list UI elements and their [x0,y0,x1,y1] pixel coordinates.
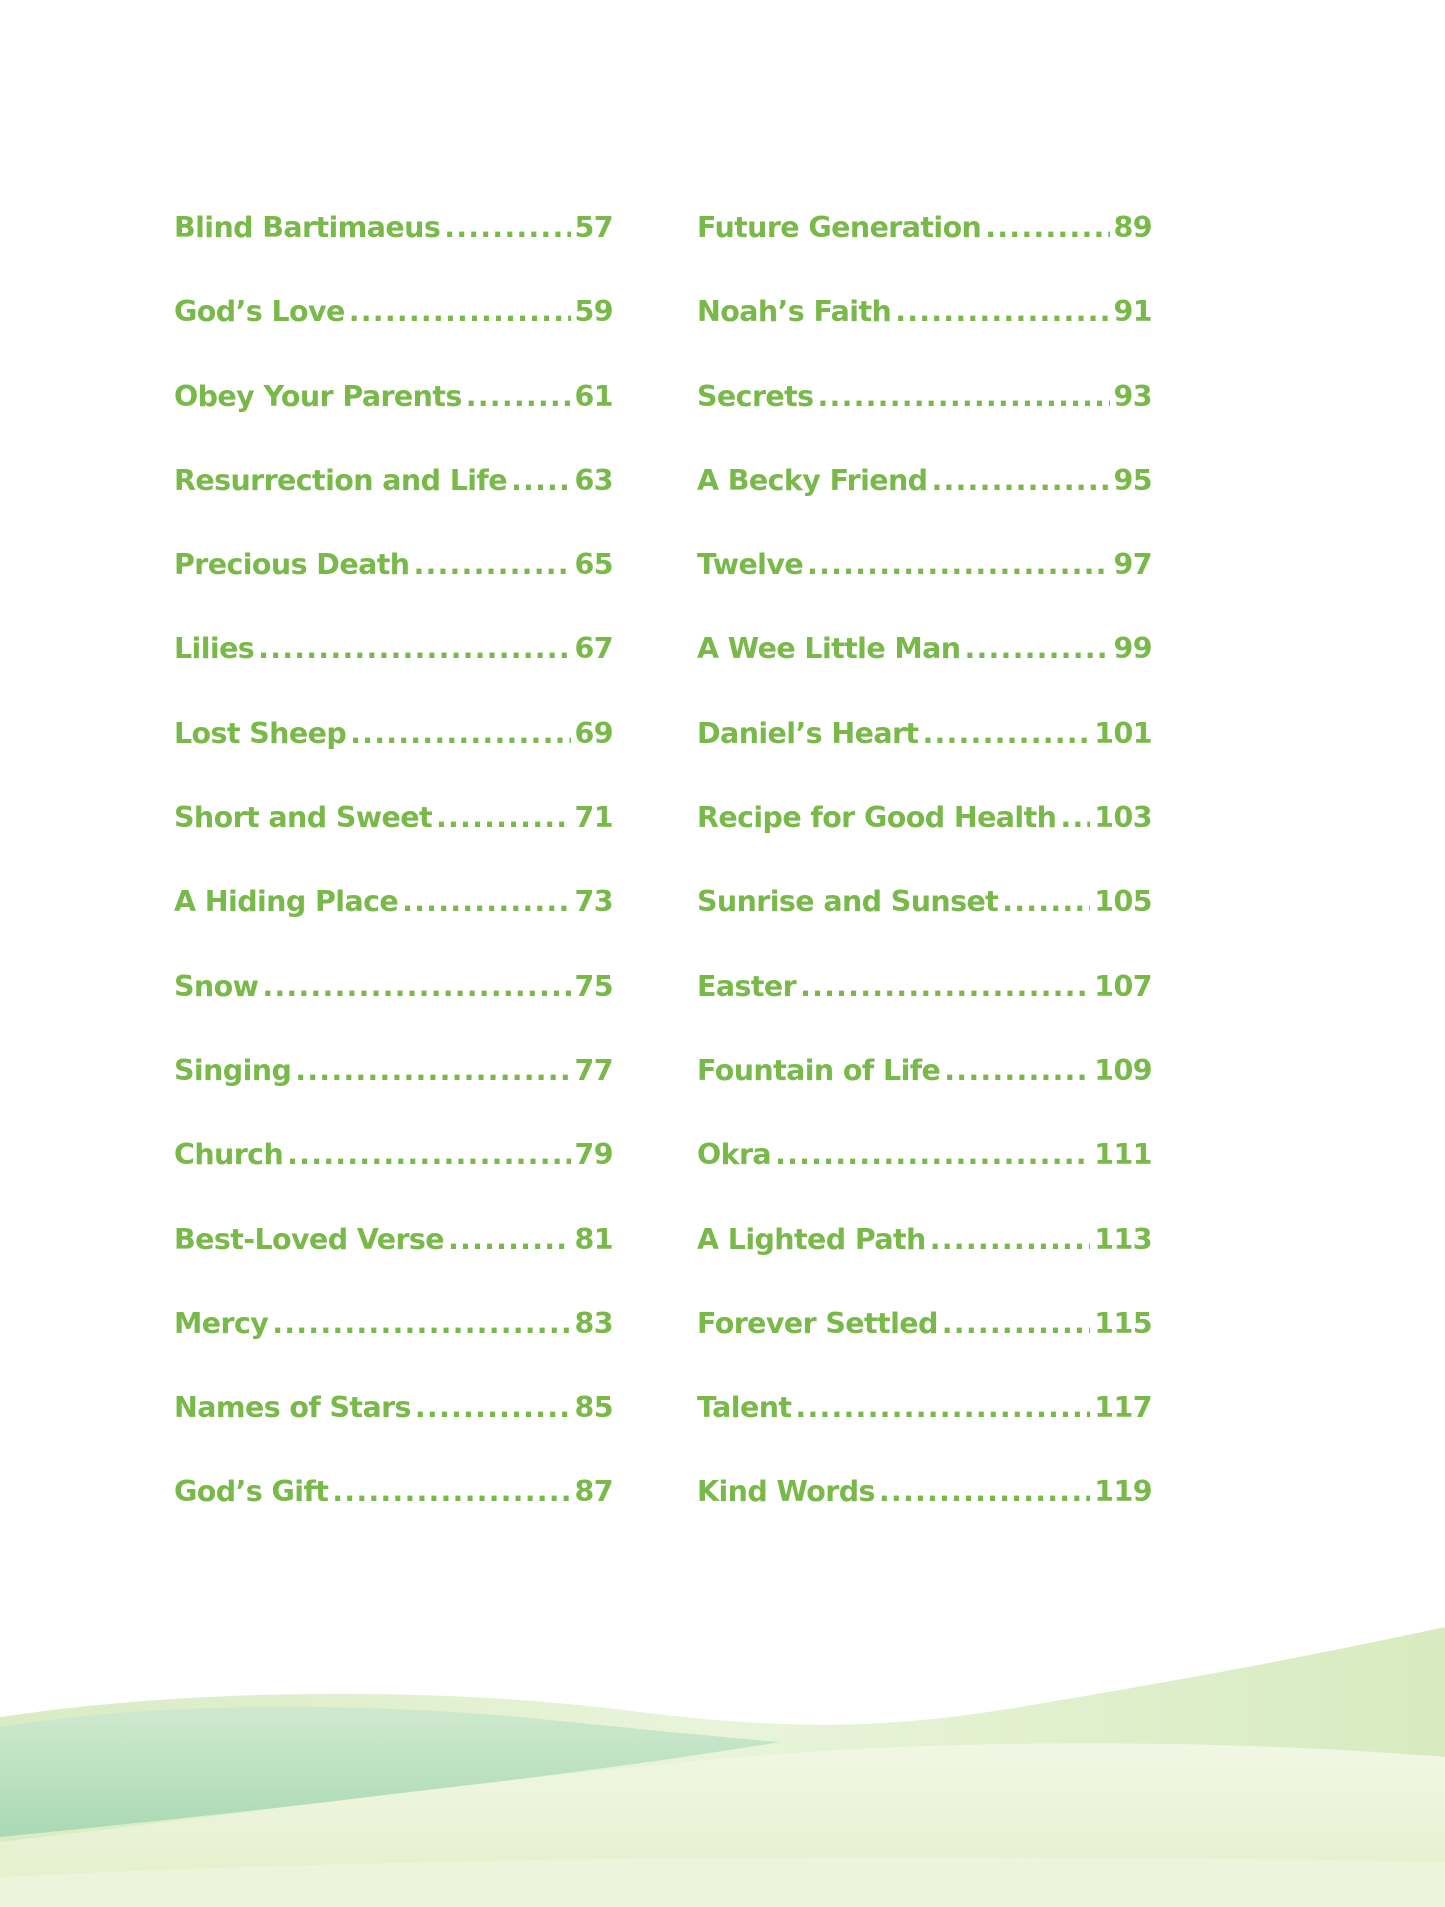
toc-entry-page-number: 111 [1094,1138,1152,1172]
toc-entry [174,1220,613,1304]
toc-entry-page-number: 57 [574,211,613,244]
toc-dot-leader [436,798,571,838]
toc-dot-leader [295,1051,570,1091]
toc-entry-title: Talent [697,1391,792,1425]
toc-dot-leader [349,292,571,332]
toc-entry-title: Kind Words [697,1475,875,1509]
toc-entry-title: Singing [174,1053,292,1087]
toc-entry-page-number: 63 [574,463,613,497]
toc-entry-page-number: 85 [574,1391,613,1425]
toc-entry [174,1472,613,1556]
toc-entry-title: God’s Gift [174,1475,329,1509]
toc-entry [174,1051,613,1135]
toc-entry [174,377,613,461]
toc-entry-page-number: 83 [574,1306,613,1340]
toc-entry [697,377,1152,461]
toc-entry [174,1135,613,1219]
toc-entry-page-number: 107 [1094,969,1152,1003]
toc-dot-leader [444,208,570,248]
toc-entry-page-number: 119 [1094,1475,1152,1509]
toc-entry-page-number: 99 [1113,632,1152,666]
toc-entry-page-number: 105 [1094,885,1152,919]
toc-entry [174,798,613,882]
toc-entry [697,882,1152,966]
toc-entry-page-number: 91 [1113,295,1152,329]
toc-dot-leader [818,377,1110,417]
toc-entry [697,629,1152,713]
toc-entry [697,798,1152,882]
toc-entry-title: A Lighted Path [697,1222,926,1256]
toc-entry [697,1304,1152,1388]
toc-entry [174,1388,613,1472]
toc-dot-leader [402,882,570,922]
toc-entry-title: Forever Settled [697,1306,938,1340]
toc-entry [697,1472,1152,1556]
toc-entry-title: Daniel’s Heart [697,716,919,750]
toc-entry-page-number: 89 [1113,211,1152,244]
toc-entry-page-number: 77 [574,1053,613,1087]
toc-entry-page-number: 101 [1094,716,1152,750]
toc-dot-leader [1002,882,1090,922]
toc-entry-title: God’s Love [174,295,345,329]
toc-dot-leader [931,461,1109,501]
toc-entry-title: A Hiding Place [174,885,399,919]
toc-column-left [174,208,613,1557]
toc-entry-title: Fountain of Life [697,1053,941,1087]
toc-dot-leader [258,629,570,669]
toc-entry-page-number: 109 [1094,1053,1152,1087]
toc-entry [697,545,1152,629]
toc-entry-title: Church [174,1138,284,1172]
toc-dot-leader [272,1304,570,1344]
toc-entry [697,1220,1152,1304]
toc-dot-leader [942,1304,1091,1344]
toc-dot-leader [807,545,1109,585]
toc-dot-leader [795,1388,1090,1428]
toc-entry-page-number: 87 [574,1475,613,1509]
toc-entry [174,545,613,629]
toc-entry-page-number: 79 [574,1138,613,1172]
toc-dot-leader [944,1051,1090,1091]
toc-entry [174,1304,613,1388]
toc-dot-leader [413,545,570,585]
toc-entry-title: Recipe for Good Health [697,801,1057,835]
toc-dot-leader [800,967,1090,1007]
toc-entry-title: Lost Sheep [174,716,347,750]
toc-entry-title: Resurrection and Life [174,463,507,497]
toc-entry [174,967,613,1051]
toc-dot-leader [1060,798,1090,838]
toc-dot-leader [415,1388,571,1428]
toc-entry [174,882,613,966]
toc-dot-leader [775,1135,1090,1175]
toc-dot-leader [985,208,1109,248]
toc-dot-leader [511,461,571,501]
toc-entry-title: Twelve [697,548,804,582]
toc-entry-page-number: 113 [1094,1222,1152,1256]
toc-dot-leader [332,1472,570,1512]
toc-entry-page-number: 69 [574,716,613,750]
toc-entry-title: Names of Stars [174,1391,411,1425]
toc-entry-title: Mercy [174,1306,269,1340]
toc-dot-leader [350,714,570,754]
toc-entry [697,461,1152,545]
toc-dot-leader [922,714,1090,754]
toc-entry [697,967,1152,1051]
toc-entry-title: Short and Sweet [174,801,432,835]
toc-entry-title: A Becky Friend [697,463,928,497]
toc-entry-title: Snow [174,969,259,1003]
toc-entry-page-number: 71 [574,801,613,835]
toc-entry [697,1051,1152,1135]
toc-entry-title: Obey Your Parents [174,379,462,413]
toc-dot-leader [466,377,571,417]
green-hills-illustration [0,1607,1445,1907]
toc-entry-page-number: 73 [574,885,613,919]
toc-entry-page-number: 93 [1113,379,1152,413]
toc-entry-title: Blind Bartimaeus [174,211,441,244]
toc-entry-page-number: 115 [1094,1306,1152,1340]
toc-entry-page-number: 81 [574,1222,613,1256]
toc-entry [697,714,1152,798]
toc-entry-title: Lilies [174,632,255,666]
toc-entry [697,1388,1152,1472]
toc-dot-leader [895,292,1109,332]
toc-entry-page-number: 97 [1113,548,1152,582]
toc-entry-page-number: 65 [574,548,613,582]
toc-entry-title: Sunrise and Sunset [697,885,999,919]
toc-entry-page-number: 75 [574,969,613,1003]
toc-entry-title: Secrets [697,379,814,413]
toc-entry [174,292,613,376]
toc-dot-leader [879,1472,1090,1512]
toc-dot-leader [262,967,570,1007]
toc-entry-title: Best-Loved Verse [174,1222,445,1256]
toc-column-right [697,208,1152,1557]
toc-dot-leader [287,1135,570,1175]
toc-entry [697,292,1152,376]
toc-entry-title: A Wee Little Man [697,632,961,666]
toc-entry [697,1135,1152,1219]
toc-dot-leader [448,1220,571,1260]
toc-entry-title: Easter [697,969,797,1003]
toc-entry [174,629,613,713]
toc-entry-title: Future Generation [697,211,982,244]
toc-entry-title: Okra [697,1138,772,1172]
toc-entry [174,208,613,292]
toc-entry [174,714,613,798]
toc-dot-leader [964,629,1109,669]
toc-entry-page-number: 59 [574,295,613,329]
toc-entry-page-number: 95 [1113,463,1152,497]
toc-entry-title: Noah’s Faith [697,295,892,329]
toc-dot-leader [930,1220,1091,1260]
toc-entry-page-number: 61 [574,379,613,413]
toc-entry-page-number: 103 [1094,801,1152,835]
toc-entry [174,461,613,545]
toc-entry-page-number: 67 [574,632,613,666]
table-of-contents [174,208,1152,1557]
toc-entry [697,208,1152,292]
toc-entry-page-number: 117 [1094,1391,1152,1425]
toc-entry-title: Precious Death [174,548,410,582]
